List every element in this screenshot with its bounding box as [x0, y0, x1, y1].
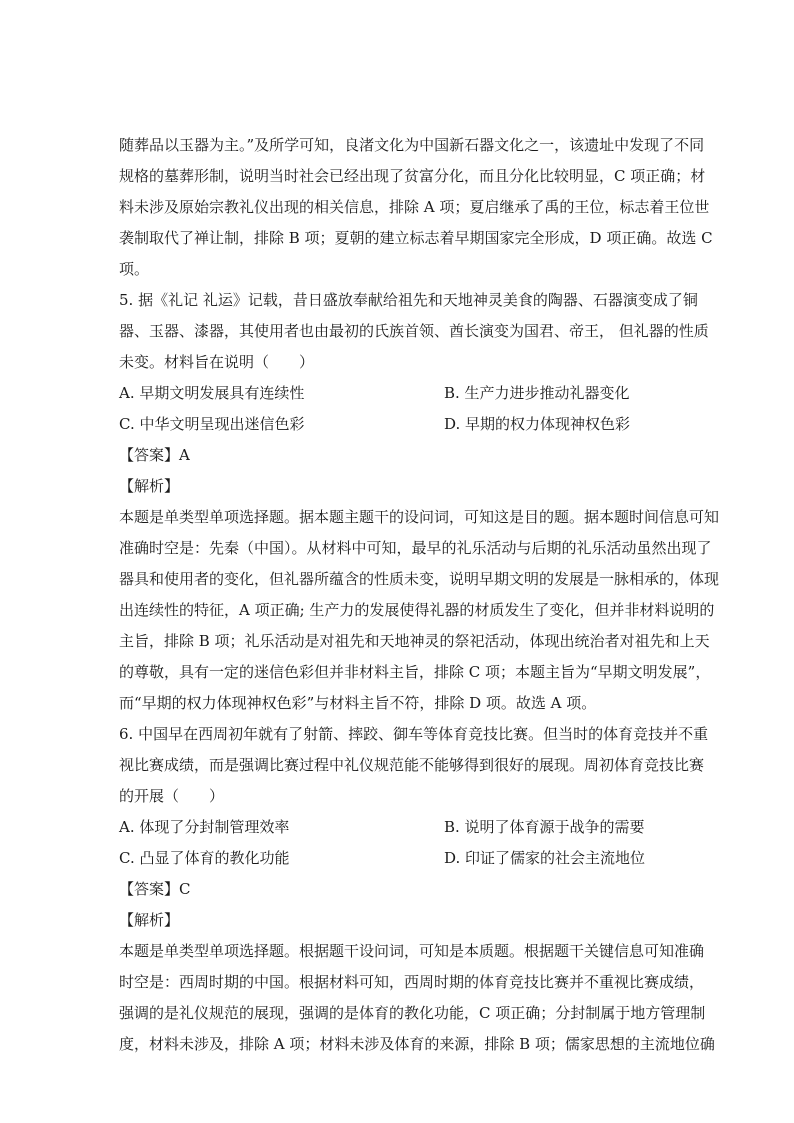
option-a: A. 早期文明发展具有连续性 [119, 384, 305, 402]
option-b: B. 说明了体育源于战争的需要 [444, 818, 645, 836]
analysis-line: 准确时空是：先秦（中国）。从材料中可知，最早的礼乐活动与后期的礼乐活动虽然出现了 [119, 539, 712, 557]
analysis-line: 主旨，排除 B 项；礼乐活动是对祖先和天地神灵的祭祀活动，体现出统治者对祖先和上天 [119, 632, 710, 650]
analysis-line: 强调的是礼仪规范的展现，强调的是体育的教化功能，C 项正确；分封制属于地方管理制 [119, 1004, 706, 1022]
analysis-line: 时空是：西周时期的中国。根据材料可知，西周时期的体育竞技比赛并不重视比赛成绩， [119, 973, 705, 991]
analysis-line: 器具和使用者的变化，但礼器所蕴含的性质未变，说明早期文明的发展是一脉相承的，体现 [119, 570, 720, 588]
analysis-label: 【解析】 [119, 911, 180, 929]
question-stem-line: 6. 中国早在西周初年就有了射箭、摔跤、御车等体育竞技比赛。但当时的体育竞技并不重 [119, 725, 709, 743]
analysis-line: 本题是单类型单项选择题。据本题主题干的设问词，可知这是目的题。据本题时间信息可知 [119, 508, 720, 526]
option-c: C. 中华文明呈现出迷信色彩 [119, 415, 305, 433]
option-d: D. 早期的权力体现神权色彩 [444, 415, 631, 433]
question-stem-line: 的开展（ ） [119, 787, 225, 805]
answer-label: 【答案】A [119, 446, 190, 464]
analysis-line: 出连续性的特征，A 项正确; 生产力的发展使得礼器的材质发生了变化，但并非材料说明的 [119, 601, 715, 619]
question-stem-line: 5. 据《礼记 礼运》记载，昔日盛放奉献给祖先和天地神灵美食的陶器、石器演变成了铜 [119, 291, 698, 309]
analysis-label: 【解析】 [119, 477, 180, 495]
text-line: 袭制取代了禅让制，排除 B 项；夏朝的建立标志着早期国家完全形成，D 项正确。故选 C [119, 229, 713, 247]
analysis-line: 本题是单类型单项选择题。根据题干设问词，可知是本质题。根据题干关键信息可知准确 [119, 942, 705, 960]
option-b: B. 生产力进步推动礼器变化 [444, 384, 630, 402]
question-stem-line: 器、玉器、漆器，其使用者也由最初的氏族首领、酋长演变为国君、帝王， 但礼器的性质 [119, 322, 709, 340]
analysis-line: 度，材料未涉及，排除 A 项；材料未涉及体育的来源，排除 B 项；儒家思想的主流地位确 [119, 1035, 715, 1053]
question-stem-line: 未变。材料旨在说明（ ） [119, 353, 315, 371]
question-stem-line: 视比赛成绩，而是强调比赛过程中礼仪规范能不能够得到很好的展现。周初体育竞技比赛 [119, 756, 705, 774]
analysis-line: 的尊敬，具有一定的迷信色彩但并非材料主旨，排除 C 项；本题主旨为“早期文明发展”， [119, 663, 711, 681]
option-a: A. 体现了分封制管理效率 [119, 818, 290, 836]
text-line: 随葬品以玉器为主。”及所学可知，良渚文化为中国新石器文化之一，该遗址中发现了不同 [119, 136, 705, 154]
text-line: 规格的墓葬形制，说明当时社会已经出现了贫富分化，而且分化比较明显，C 项正确；材 [119, 167, 706, 185]
text-line: 项。 [119, 260, 150, 278]
text-line: 料未涉及原始宗教礼仪出现的相关信息，排除 A 项；夏启继承了禹的王位，标志着王位世 [119, 198, 710, 216]
option-d: D. 印证了儒家的社会主流地位 [444, 849, 646, 867]
option-c: C. 凸显了体育的教化功能 [119, 849, 290, 867]
analysis-line: 而“早期的权力体现神权色彩”与材料主旨不符，排除 D 项。故选 A 项。 [119, 694, 597, 712]
answer-label: 【答案】C [119, 880, 191, 898]
